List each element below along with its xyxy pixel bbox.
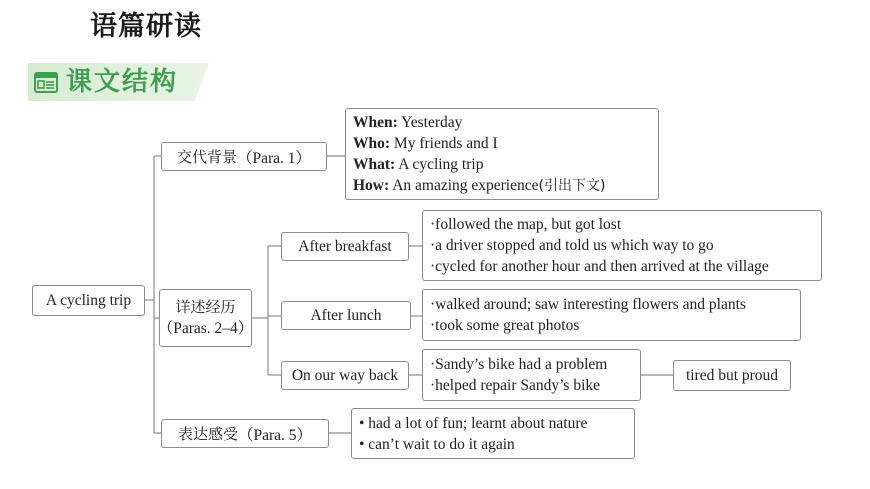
list-item: ·Sandy’s bike had a problem: [430, 356, 608, 373]
stage-on-our-way-back-events: [422, 349, 641, 401]
root-label: A cycling trip: [45, 291, 132, 309]
list-item: ·cycled for another hour and then arrived at the village: [430, 258, 769, 275]
background-para: （Para. 1）: [236, 149, 312, 167]
feelings-para: （Para. 5）: [237, 426, 313, 444]
page-title: 语篇研读: [90, 11, 202, 42]
list-item: ·took some great photos: [430, 317, 580, 334]
stage-after-lunch: After lunch: [281, 301, 411, 330]
experience-label: 详述经历: [175, 298, 236, 316]
background-node: [161, 142, 327, 171]
detail-how: How: An amazing experience(引出下文): [353, 176, 606, 194]
feeling-node: tired but proud: [673, 360, 791, 391]
feelings-details: [351, 408, 635, 459]
list-item: ·walked around; saw interesting flowers and plants: [430, 296, 746, 313]
experience-node: [159, 289, 252, 347]
list-item: ·a driver stopped and told us which way to go: [430, 237, 714, 254]
experience-para: （Paras. 2–4）: [157, 320, 254, 337]
list-item: • had a lot of fun; learnt about nature: [359, 414, 588, 432]
background-label: 交代背景: [176, 148, 237, 166]
feelings-label: 表达感受: [177, 425, 238, 443]
stage-on-our-way-back: On our way back: [281, 361, 409, 390]
section-title: 课文结构: [66, 67, 179, 97]
list-item: • can’t wait to do it again: [359, 435, 515, 453]
background-details: [345, 108, 659, 200]
detail-when: When: Yesterday: [353, 113, 463, 131]
detail-what: What: A cycling trip: [353, 155, 484, 173]
stage-after-breakfast-events: [422, 210, 822, 281]
feelings-node: [161, 419, 329, 448]
list-item: ·helped repair Sandy’s bike: [430, 377, 601, 394]
detail-who: Who: My friends and I: [353, 134, 498, 152]
list-item: ·followed the map, but got lost: [430, 216, 622, 233]
stage-after-breakfast: After breakfast: [281, 232, 409, 261]
stage-after-lunch-events: [422, 289, 801, 341]
root-node: [32, 285, 145, 316]
